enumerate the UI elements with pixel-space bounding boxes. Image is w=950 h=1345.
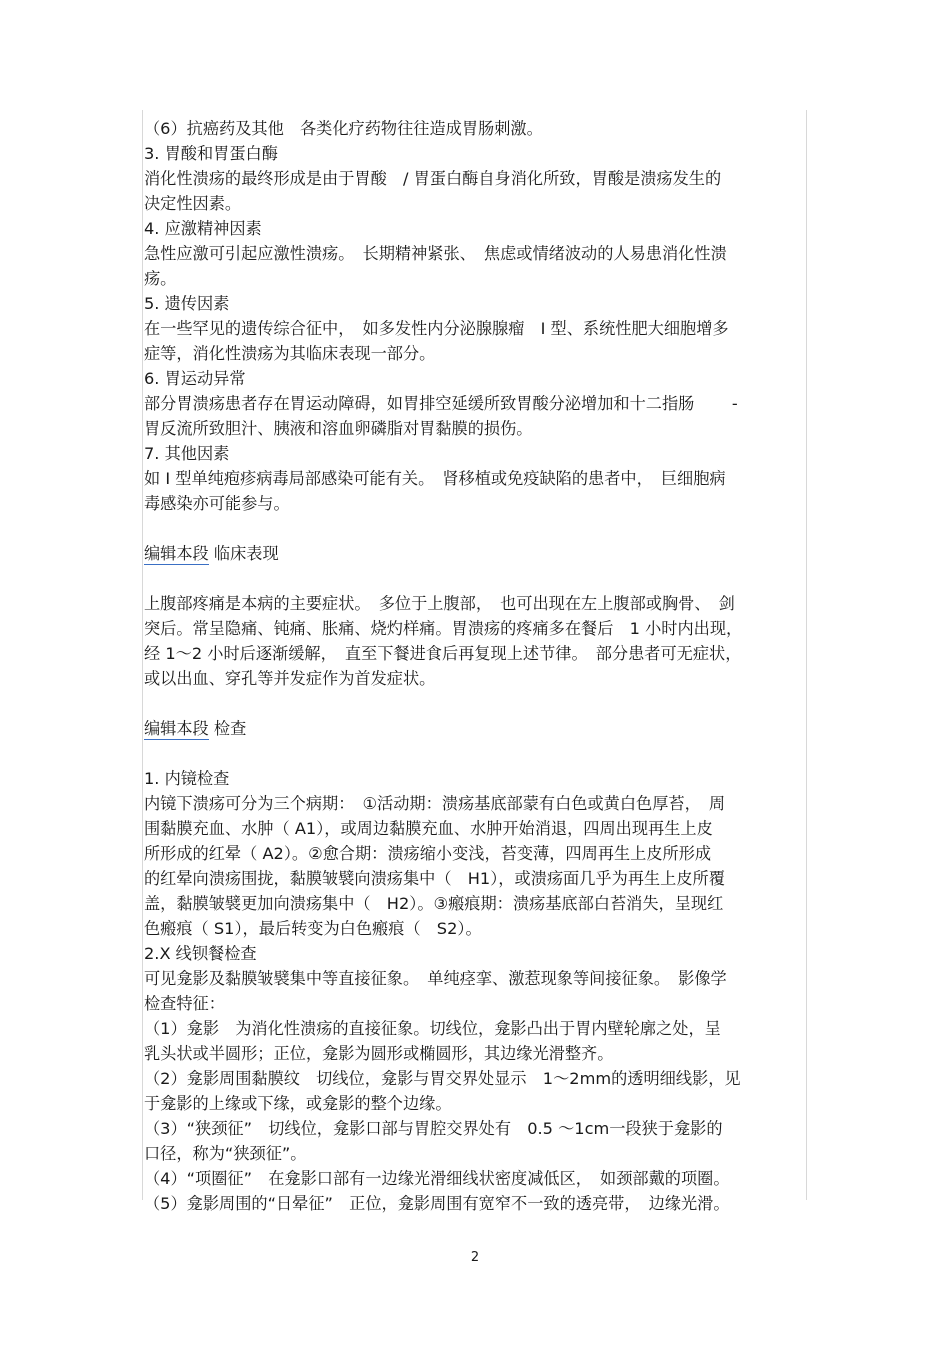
edit-section-link[interactable]: 编辑本段 bbox=[144, 719, 209, 738]
page-number: 2 bbox=[470, 1250, 480, 1265]
edit-section-link[interactable]: 编辑本段 bbox=[144, 544, 209, 563]
text-line: 急性应激可引起应激性溃疡。 长期精神紧张、 焦虑或情绪波动的人易患消化性溃 bbox=[144, 244, 727, 263]
spacer bbox=[144, 566, 808, 591]
text-line: 决定性因素。 bbox=[144, 194, 242, 213]
text-line: （4）“项圈征” 在龛影口部有一边缘光滑细线状密度减低区， 如颈部戴的项圈。 bbox=[144, 1169, 730, 1188]
spacer bbox=[144, 741, 808, 766]
text-line: 围黏膜充血、水肿（ A1），或周边黏膜充血、水肿开始消退，四周出现再生上皮 bbox=[144, 819, 713, 838]
section-header-clinical bbox=[144, 541, 808, 566]
text-line: （5）龛影周围的“日晕征” 正位，龛影周围有宽窄不一致的透亮带， 边缘光滑。 bbox=[144, 1194, 730, 1213]
text-line: 症等，消化性溃疡为其临床表现一部分。 bbox=[144, 344, 436, 363]
text-line: 盖，黏膜皱襞更加向溃疡集中（ H2）。③瘢痕期：溃疡基底部白苔消失，呈现红 bbox=[144, 894, 724, 913]
text-line: 如 Ⅰ 型单纯疱疹病毒局部感染可能有关。 肾移植或免疫缺陷的患者中， 巨细胞病 bbox=[144, 469, 726, 488]
text-line: （6）抗癌药及其他 各类化疗药物往往造成胃肠刺激。 bbox=[144, 119, 543, 138]
text-line: （1）龛影 为消化性溃疡的直接征象。切线位，龛影凸出于胃内壁轮廓之处，呈 bbox=[144, 1019, 721, 1038]
section-header-exam bbox=[144, 716, 808, 741]
section-heading: 4. 应激精神因素 bbox=[144, 219, 262, 238]
text-line: （2）龛影周围黏膜纹 切线位，龛影与胃交界处显示 1～2mm的透明细线影，见 bbox=[144, 1069, 741, 1088]
text-line: 毒感染亦可能参与。 bbox=[144, 494, 290, 513]
text-line: 上腹部疼痛是本病的主要症状。 多位于上腹部， 也可出现在左上腹部或胸骨、 剑 bbox=[144, 594, 735, 613]
text-line: 在一些罕见的遗传综合征中， 如多发性内分泌腺腺瘤 Ⅰ 型、系统性肥大细胞增多 bbox=[144, 319, 729, 338]
section-title: 临床表现 bbox=[213, 544, 279, 563]
text-line: 疡。 bbox=[144, 269, 177, 288]
text-line: 经 1～2 小时后逐渐缓解， 直至下餐进食后再复现上述节律。 部分患者可无症状， bbox=[144, 644, 742, 663]
document-body bbox=[144, 116, 808, 1216]
text-line: 突后。常呈隐痛、钝痛、胀痛、烧灼样痛。胃溃疡的疼痛多在餐后 1 小时内出现， bbox=[144, 619, 743, 638]
section-heading: 6. 胃运动异常 bbox=[144, 369, 246, 388]
text-line: （3）“狭颈征” 切线位，龛影口部与胃腔交界处有 0.5 ～1cm一段狭于龛影的 bbox=[144, 1119, 723, 1138]
text-line: 或以出血、穿孔等并发症作为首发症状。 bbox=[144, 669, 436, 688]
spacer bbox=[144, 516, 808, 541]
text-line: 口径，称为“狭颈征”。 bbox=[144, 1144, 307, 1163]
text-line: 于龛影的上缘或下缘，或龛影的整个边缘。 bbox=[144, 1094, 452, 1113]
section-heading: 3. 胃酸和胃蛋白酶 bbox=[144, 144, 278, 163]
text-line: 检查特征： bbox=[144, 994, 225, 1013]
text-line: 乳头状或半圆形；正位，龛影为圆形或椭圆形，其边缘光滑整齐。 bbox=[144, 1044, 614, 1063]
text-line: 所形成的红晕（ A2）。②愈合期：溃疡缩小变浅，苔变薄，四周再生上皮所形成 bbox=[144, 844, 712, 863]
text-line: 的红晕向溃疡围拢，黏膜皱襞向溃疡集中（ H1），或溃疡面几乎为再生上皮所覆 bbox=[144, 869, 725, 888]
text-line: 内镜下溃疡可分为三个病期： ①活动期：溃疡基底部蒙有白色或黄白色厚苔， 周 bbox=[144, 794, 726, 813]
section-heading: 5. 遗传因素 bbox=[144, 294, 230, 313]
page-border-left bbox=[142, 110, 143, 1200]
section-title: 检查 bbox=[213, 719, 247, 738]
text-line: 可见龛影及黏膜皱襞集中等直接征象。 单纯痉挛、激惹现象等间接征象。 影像学 bbox=[144, 969, 727, 988]
text-line: 消化性溃疡的最终形成是由于胃酸 / 胃蛋白酶自身消化所致，胃酸是溃疡发生的 bbox=[144, 169, 722, 188]
section-heading: 1. 内镜检查 bbox=[144, 769, 230, 788]
section-heading: 7. 其他因素 bbox=[144, 444, 230, 463]
spacer bbox=[144, 691, 808, 716]
text-line: 部分胃溃疡患者存在胃运动障碍，如胃排空延缓所致胃酸分泌增加和十二指肠 - bbox=[144, 394, 738, 413]
text-line: 胃反流所致胆汁、胰液和溶血卵磷脂对胃黏膜的损伤。 bbox=[144, 419, 533, 438]
section-heading: 2.X 线钡餐检查 bbox=[144, 944, 257, 963]
text-line: 色瘢痕（ S1），最后转变为白色瘢痕（ S2）。 bbox=[144, 919, 482, 938]
